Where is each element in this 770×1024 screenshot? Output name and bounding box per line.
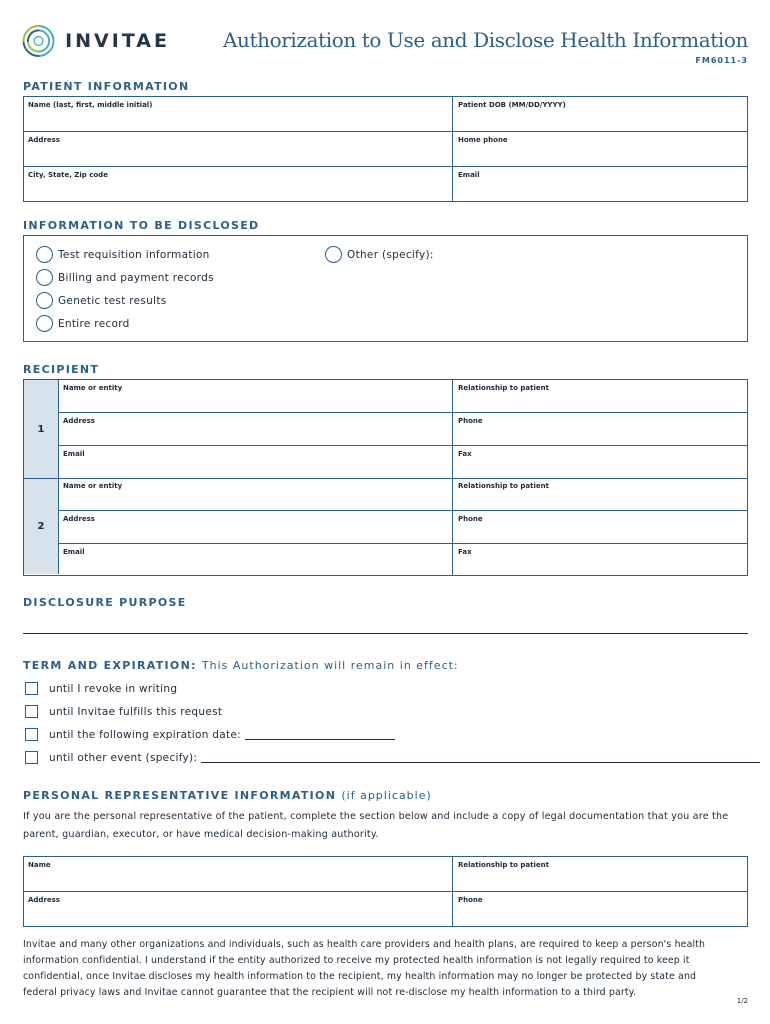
patient-name-field[interactable]: Name (last, first, middle initial) [28, 101, 153, 109]
option-label: until Invitae fulfills this request [49, 705, 223, 718]
checkbox-icon[interactable] [25, 682, 38, 695]
option-label: Test requisition information [58, 248, 210, 261]
row-divider [24, 166, 747, 167]
patient-dob-field[interactable]: Patient DOB (MM/DD/YYYY) [458, 101, 566, 109]
option-test-requisition[interactable] [36, 246, 210, 263]
recipient-1-address-field[interactable]: Address [63, 417, 95, 425]
form-code: FM6011-3 [695, 56, 748, 65]
patient-email-field[interactable]: Email [458, 171, 480, 179]
option-label: until the following expiration date: [49, 728, 241, 741]
option-other[interactable] [325, 246, 434, 263]
recipient-2-name-field[interactable]: Name or entity [63, 482, 123, 490]
recipient-2-relationship-field[interactable]: Relationship to patient [458, 482, 549, 490]
option-billing-records[interactable] [36, 269, 214, 286]
column-divider [452, 97, 453, 201]
row-divider [24, 131, 747, 132]
row-divider [24, 891, 747, 892]
expiration-date-input-line[interactable] [245, 730, 395, 740]
radio-circle-icon[interactable] [36, 246, 53, 263]
row-divider [59, 445, 747, 446]
option-label: until I revoke in writing [49, 682, 178, 695]
checkbox-icon[interactable] [25, 728, 38, 741]
term-option-expiration-date[interactable] [25, 728, 395, 741]
row-divider [59, 412, 747, 413]
patient-home-phone-field[interactable]: Home phone [458, 136, 508, 144]
term-option-other-event[interactable] [25, 751, 760, 764]
row-divider [59, 543, 747, 544]
patient-city-state-zip-field[interactable]: City, State, Zip code [28, 171, 108, 179]
rep-address-field[interactable]: Address [28, 896, 60, 904]
row-divider [59, 510, 747, 511]
rep-relationship-field[interactable]: Relationship to patient [458, 861, 549, 869]
term-subheading: This Authorization will remain in effect: [201, 659, 459, 672]
personal-rep-heading-label: PERSONAL REPRESENTATIVE INFORMATION [23, 789, 337, 802]
page-number: 1/2 [736, 997, 748, 1005]
disclosure-purpose-heading: DISCLOSURE PURPOSE [23, 596, 187, 609]
privacy-disclaimer: Invitae and many other organizations and individuals, such as health care providers and health plans, are required to keep a person's health information confidential. I understand if the entity authorized to receive my protected health information is not legally required to keep it confidential, once Invitae discloses my health information to the recipient, my health information may no longer be protected by state and federal privacy laws and Invitae cannot guarantee that the recipient will not re-disclose my health information to a third party. [23, 939, 706, 998]
recipient-table [23, 379, 748, 576]
personal-rep-instructions: If you are the personal representative of the patient, complete the section below and include a copy of legal documentation that you are the parent, guardian, executor, or have medical decision-making authority. [23, 811, 729, 840]
patient-info-table [23, 96, 748, 202]
option-label: Entire record [58, 317, 130, 330]
option-label: until other event (specify): [49, 751, 198, 764]
recipient-1-email-field[interactable]: Email [63, 450, 85, 458]
rep-name-field[interactable]: Name [28, 861, 51, 869]
term-heading-label: TERM AND EXPIRATION: [23, 659, 197, 672]
recipient-1-phone-field[interactable]: Phone [458, 417, 483, 425]
disclosure-purpose-input-line[interactable] [23, 633, 748, 634]
other-event-input-line[interactable] [201, 753, 760, 763]
recipient-2-email-field[interactable]: Email [63, 548, 85, 556]
invitae-logo-icon [20, 20, 57, 62]
radio-circle-icon[interactable] [36, 269, 53, 286]
term-option-revoke[interactable] [25, 682, 177, 695]
checkbox-icon[interactable] [25, 705, 38, 718]
option-entire-record[interactable] [36, 315, 130, 332]
patient-address-field[interactable]: Address [28, 136, 60, 144]
invitae-logo [20, 18, 170, 64]
option-label: Other (specify): [347, 248, 434, 261]
recipient-2-address-field[interactable]: Address [63, 515, 95, 523]
recipient-number-1: 1 [24, 380, 59, 478]
block-divider [24, 478, 747, 479]
option-label: Billing and payment records [58, 271, 214, 284]
info-disclosed-heading: INFORMATION TO BE DISCLOSED [23, 219, 260, 232]
recipient-heading: RECIPIENT [23, 363, 100, 376]
recipient-2-fax-field[interactable]: Fax [458, 548, 472, 556]
document-title: Authorization to Use and Disclose Health Information [222, 28, 748, 52]
personal-rep-heading [23, 789, 432, 802]
logo-wordmark: INVITAE [65, 30, 170, 52]
personal-rep-subheading: (if applicable) [341, 789, 432, 802]
radio-circle-icon[interactable] [36, 315, 53, 332]
term-heading [23, 659, 459, 672]
recipient-number-2: 2 [24, 478, 59, 574]
radio-circle-icon[interactable] [325, 246, 342, 263]
personal-rep-table [23, 856, 748, 927]
option-label: Genetic test results [58, 294, 167, 307]
recipient-2-phone-field[interactable]: Phone [458, 515, 483, 523]
patient-info-heading: PATIENT INFORMATION [23, 80, 190, 93]
option-genetic-results[interactable] [36, 292, 167, 309]
radio-circle-icon[interactable] [36, 292, 53, 309]
rep-phone-field[interactable]: Phone [458, 896, 483, 904]
recipient-1-fax-field[interactable]: Fax [458, 450, 472, 458]
checkbox-icon[interactable] [25, 751, 38, 764]
recipient-1-relationship-field[interactable]: Relationship to patient [458, 384, 549, 392]
term-option-fulfills[interactable] [25, 705, 222, 718]
recipient-1-name-field[interactable]: Name or entity [63, 384, 123, 392]
